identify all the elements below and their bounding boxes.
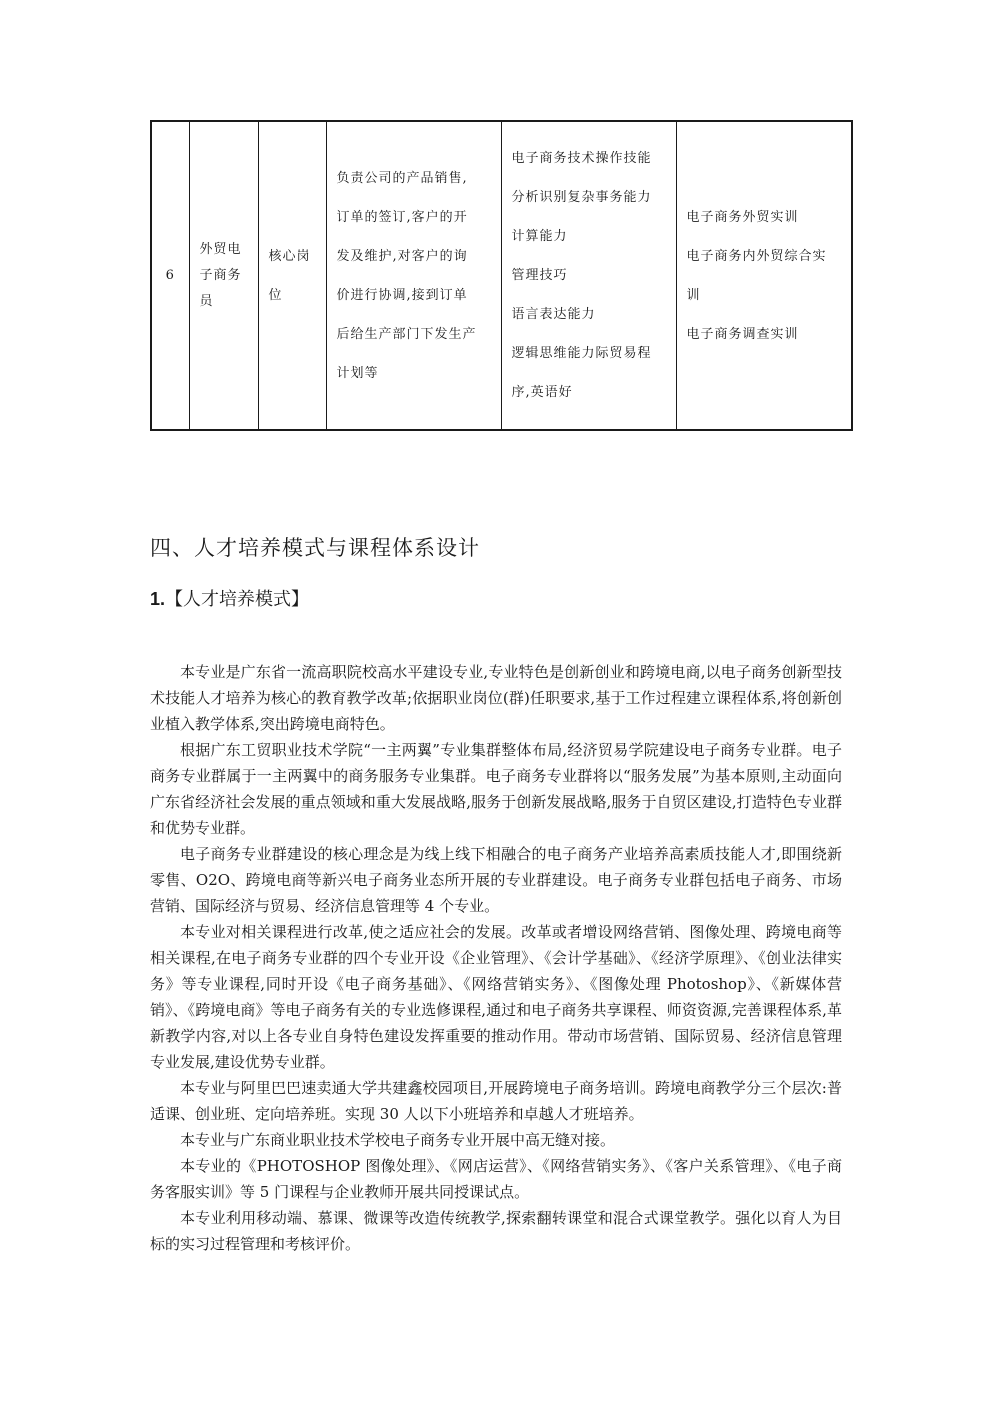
training-cell [676, 121, 852, 430]
subsection-label: 【人才培养模式】 [165, 589, 310, 610]
duty-line: 价进行协调,接到订单 [336, 287, 468, 303]
training-line: 电子商务内外贸综合实 [686, 248, 827, 264]
duty-line: 计划等 [336, 365, 379, 381]
job-title-line: 子商务 [199, 267, 242, 283]
job-type-line: 位 [268, 287, 283, 303]
subsection-title [150, 585, 309, 611]
row-number: 6 [151, 121, 189, 430]
paragraph: 本专业是广东省一流高职院校高水平建设专业,专业特色是创新创业和跨境电商,以电子商务创新型技术技能人才培养为核心的教育教学改革;依据职业岗位(群)任职要求,基于工作过程建立课程体系,将创新创业植入教学体系,突出跨境电商特色。 [150, 663, 842, 733]
job-type-line: 核心岗 [268, 248, 311, 264]
ability-cell [501, 121, 676, 430]
job-title-line: 员 [199, 293, 214, 309]
duty-line: 订单的签订,客户的开 [336, 209, 468, 225]
paragraph: 本专业与广东商业职业技术学校电子商务专业开展中高无缝对接。 [180, 1131, 616, 1149]
section-title: 四、人才培养模式与课程体系设计 [150, 536, 480, 560]
paragraph: 本专业利用移动端、慕课、微课等改造传统教学,探索翻转课堂和混合式课堂教学。强化以育人为目标的实习过程管理和考核评价。 [150, 1209, 842, 1253]
job-type-cell [258, 121, 326, 430]
ability-line: 计算能力 [511, 229, 568, 244]
training-line: 电子商务外贸实训 [686, 209, 799, 225]
duty-cell [326, 121, 501, 430]
subsection-number: 1. [150, 589, 166, 609]
job-title-cell [189, 121, 258, 430]
table-row [151, 121, 852, 430]
job-title-line: 外贸电 [199, 241, 242, 257]
training-line: 训 [686, 287, 701, 303]
paragraph: 电子商务专业群建设的核心理念是为线上线下相融合的电子商务产业培养高素质技能人才,即围绕新零售、O2O、跨境电商等新兴电子商务业态所开展的专业群建设。电子商务专业群包括电子商务、市场营销、国际经济与贸易、经济信息管理等 4 个专业。 [150, 845, 842, 915]
paragraph: 本专业的《PHOTOSHOP 图像处理》、《网店运营》、《网络营销实务》、《客户关系管理》、《电子商务客服实训》等 5 门课程与企业教师开展共同授课试点。 [150, 1157, 842, 1201]
ability-line: 分析识别复杂事务能力 [511, 190, 652, 205]
paragraph: 根据广东工贸职业技术学院“一主两翼”专业集群整体布局,经济贸易学院建设电子商务专业群。电子商务专业群属于一主两翼中的商务服务专业集群。电子商务专业群将以“服务发展”为基本原则,主动面向广东省经济社会发展的重点领域和重大发展战略,服务于创新发展战略,服务于自贸区建设,打造特色专业群和优势专业群。 [150, 741, 842, 837]
paragraph: 本专业与阿里巴巴速卖通大学共建鑫校园项目,开展跨境电子商务培训。跨境电商教学分三个层次:普适课、创业班、定向培养班。实现 30 人以下小班培养和卓越人才班培养。 [150, 1079, 842, 1123]
ability-line: 逻辑思维能力际贸易程 [511, 346, 652, 361]
job-table [150, 120, 853, 431]
duty-line: 发及维护,对客户的询 [336, 248, 468, 264]
paragraph: 本专业对相关课程进行改革,使之适应社会的发展。改革或者增设网络营销、图像处理、跨境电商等相关课程,在电子商务专业群的四个专业开设《企业管理》、《会计学基础》、《经济学原理》、《创业法律实务》等专业课程,同时开设《电子商务基础》、《网络营销实务》、《图像处理 Photoshop》、《新媒体营销》、《跨境电商》等电子商务有关的专业选修课程,通过和电子商务共享课程、师资资源,完善课程体系,革新教学内容,对以上各专业自身特色建设发挥重要的推动作用。带动市场营销、国际贸易、经济信息管理专业发展,建设优势专业群。 [150, 923, 842, 1071]
ability-line: 电子商务技术操作技能 [511, 151, 652, 166]
ability-line: 管理技巧 [511, 268, 568, 283]
ability-line: 语言表达能力 [511, 307, 596, 322]
training-line: 电子商务调查实训 [686, 326, 799, 342]
ability-line: 序,英语好 [511, 385, 573, 400]
duty-line: 后给生产部门下发生产 [336, 326, 477, 342]
body-text [150, 659, 842, 1257]
duty-line: 负责公司的产品销售, [336, 170, 468, 186]
